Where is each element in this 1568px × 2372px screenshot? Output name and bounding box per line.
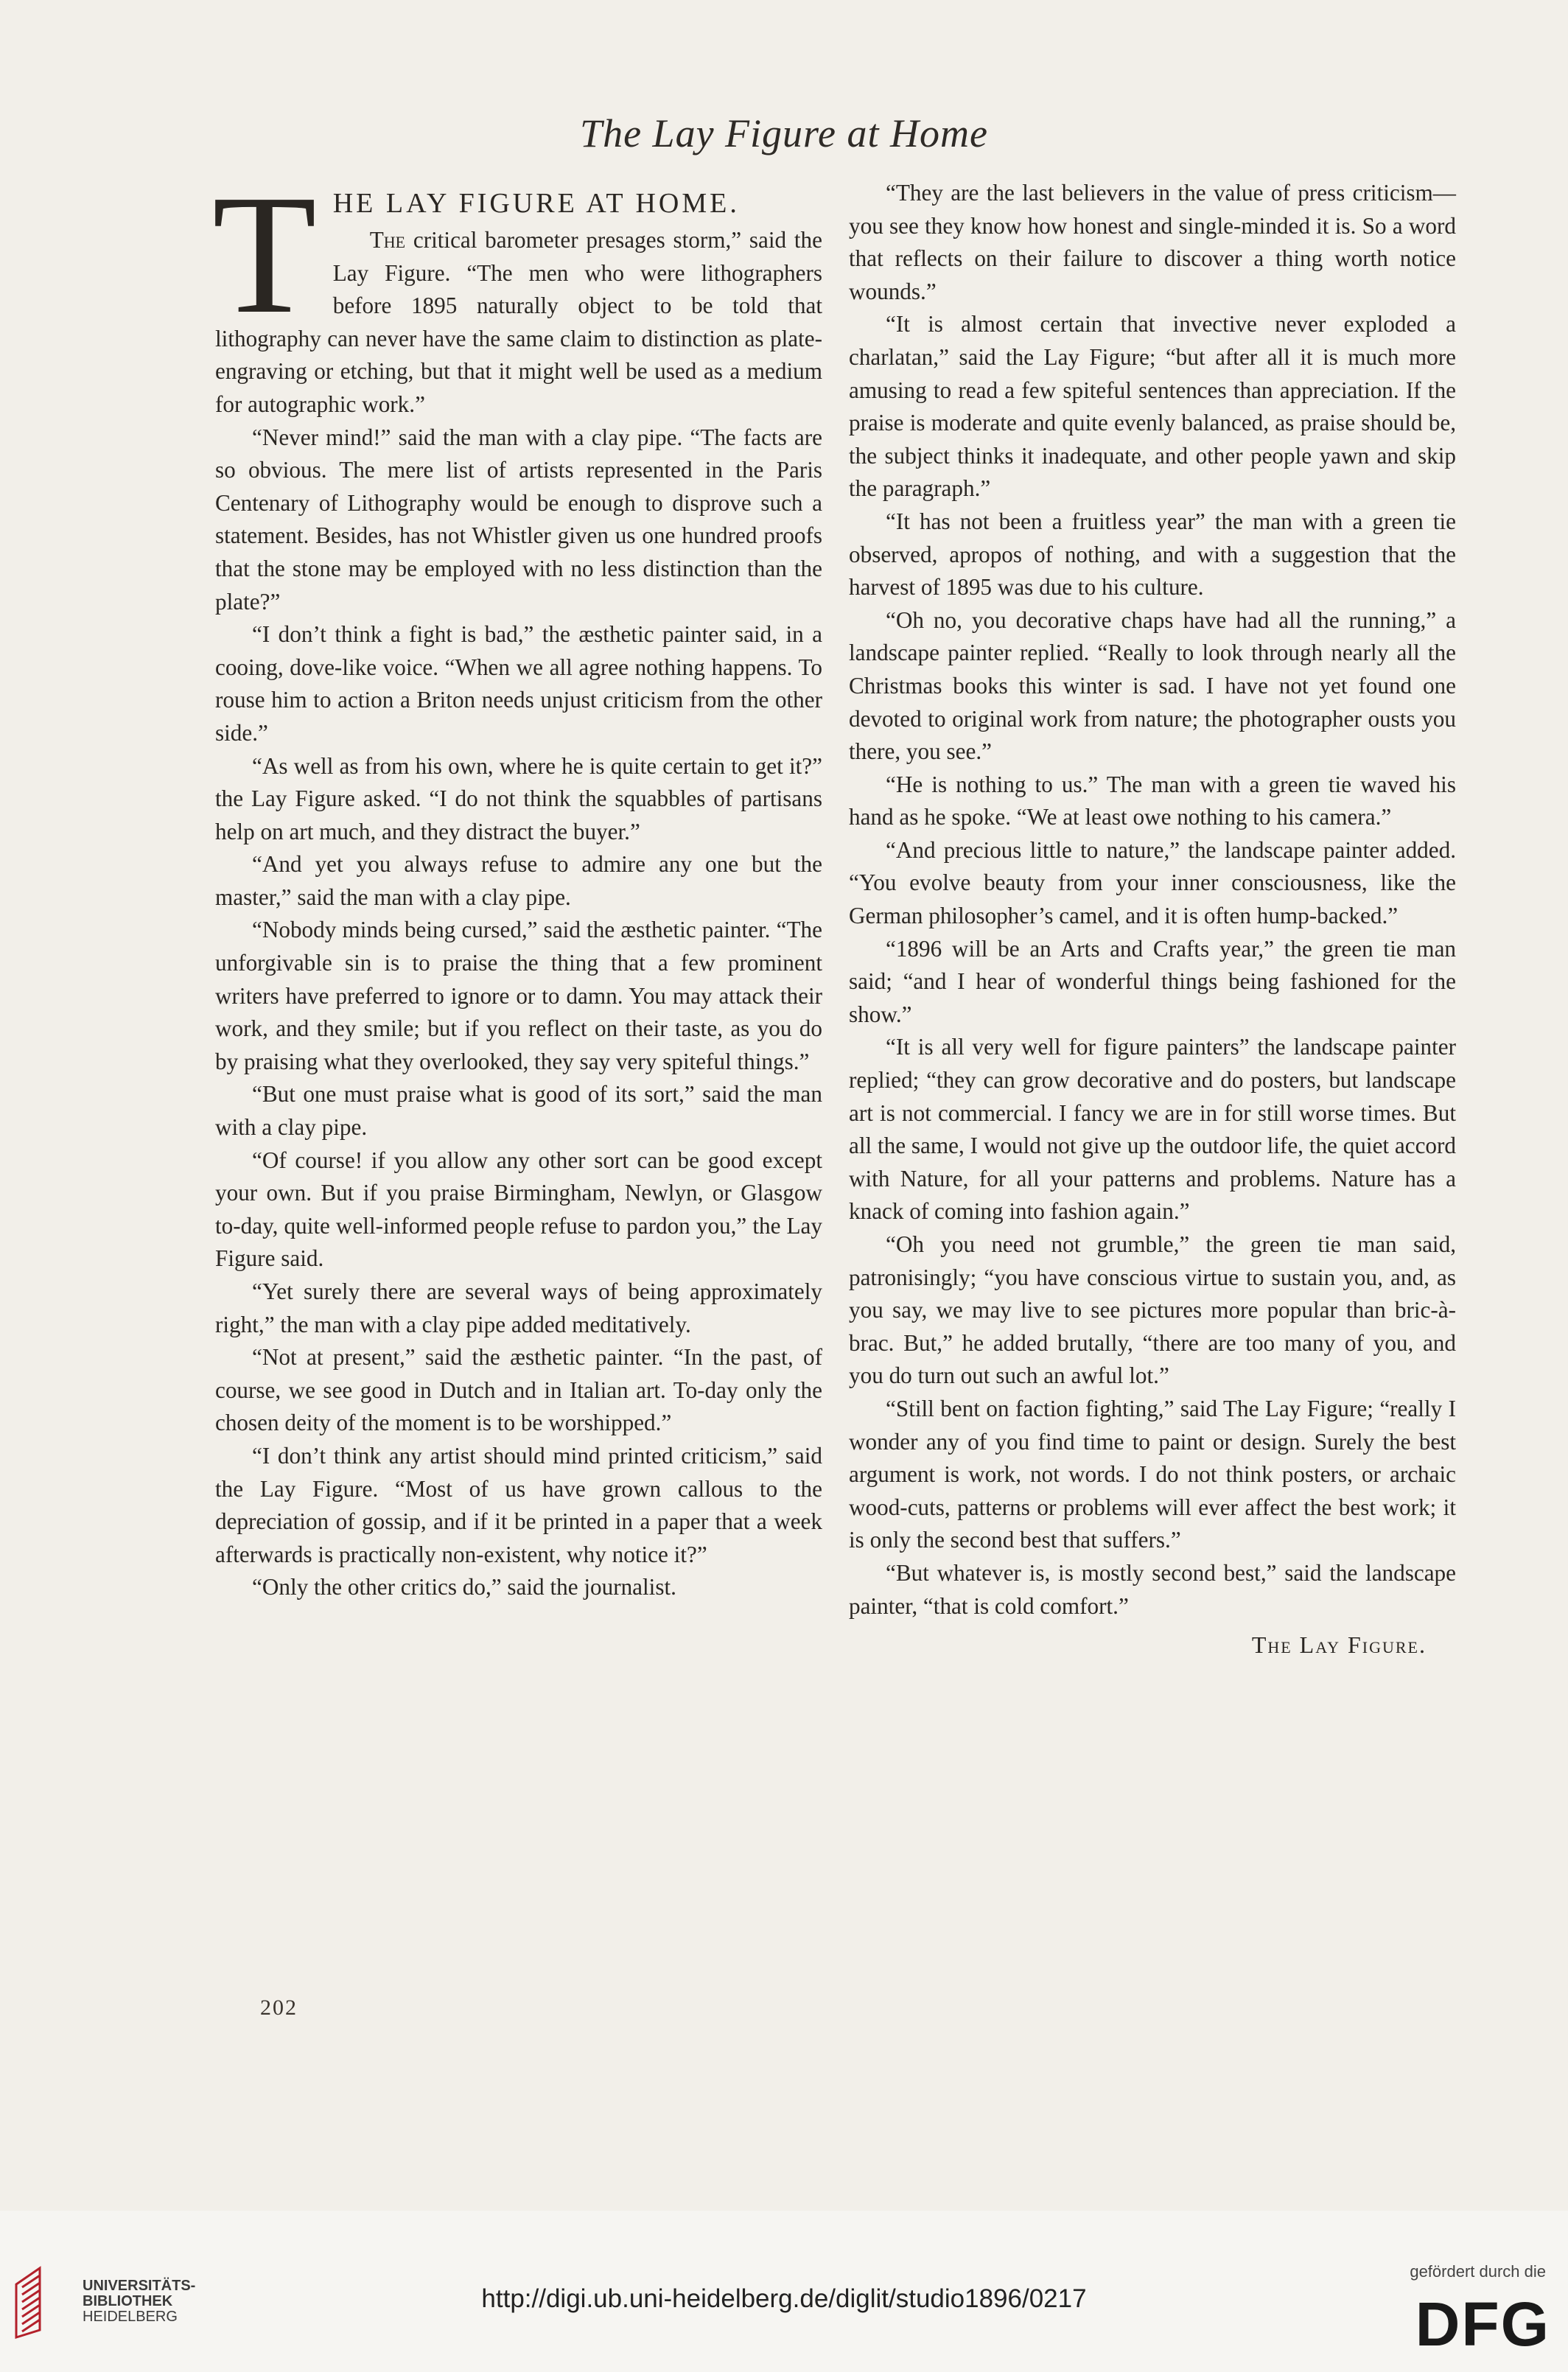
drop-cap: T [212,160,317,349]
first-paragraph-text: critical barometer presages storm,” said the Lay Figure. “The men who were lithographers before 1895 naturally object to be told that lithography can never have the same claim to distinction as plate-engraving or etching, but that it might well be used as a medium for autographic work.” [215,227,822,417]
signature: The Lay Figure. [1251,1631,1427,1659]
paragraph: “1896 will be an Arts and Crafts year,” the green tie man said; “and I hear of wonderful things being fashioned for the show.” [849,935,1456,1027]
paragraph: “It has not been a fruitless year” the man with a green tie observed, apropos of nothing, and with a suggestion that the harvest of 1895 was due to his culture. [849,508,1456,601]
paragraph: “But whatever is, is mostly second best,” said the landscape painter, “that is cold comfort.” [849,1559,1456,1619]
paragraph: “I don’t think a fight is bad,” the æsthetic painter said, in a cooing, dove-like voice. “When we all agree nothing happens. To rouse him to action a Briton needs unjust criticism from the other side.” [215,621,822,746]
paragraph: “But one must praise what is good of its sort,” said the man with a clay pipe. [215,1081,822,1141]
paragraph: “As well as from his own, where he is quite certain to get it?” the Lay Figure asked. “I do not think the squabbles of partisans help on art much, and they distract the buyer.” [215,752,822,844]
paragraph: “And precious little to nature,” the landscape painter added. “You evolve beauty from your inner consciousness, like the German philosopher’s camel, and it is often hump-backed.” [849,836,1456,929]
paragraph: “Yet surely there are several ways of being approximately right,” the man with a clay pipe added meditatively. [215,1278,822,1337]
paragraph: “Oh you need not grumble,” the green tie man said, patronisingly; “you have conscious virtue to sustain you, and, as you say, we may live to see pictures more popular than bric-à-brac. But,” he added brutally, “there are too many of you, and you do turn out such an awful lot.” [849,1231,1456,1389]
paragraph: “Of course! if you allow any other sort can be good except your own. But if you praise Birmingham, Newlyn, or Glasgow to-day, quite well-informed people refuse to pardon you,” the Lay Figure said. [215,1147,822,1272]
library-name-line2: BIBLIOTHEK [83,2293,173,2309]
paragraph: “It is all very well for figure painters” the landscape painter replied; “they can grow decorative and do posters, but landscape art is not commercial. I fancy we are in for still worse times. But all the same, I would not give up the outdoor life, the quiet accord with Nature, for all your patterns and problems. Nature has a knack of coming into fashion again.” [849,1034,1456,1225]
paragraph: “I don’t think any artist should mind printed criticism,” said the Lay Figure. “Most of us have grown callous to the depreciation of gossip, and if it be printed in a paper that a week afterwards is practically non-existent, why notice it?” [215,1442,822,1567]
paragraph: “Not at present,” said the æsthetic painter. “In the past, of course, we see good in Dutch and in Italian art. To-day only the chosen deity of the moment is to be worshipped.” [215,1344,822,1436]
paragraph: “Only the other critics do,” said the journalist. [252,1574,676,1600]
right-paragraphs [849,177,1456,1623]
running-head: The Lay Figure at Home [580,111,988,155]
left-paragraphs [215,421,822,1604]
paragraph: “He is nothing to us.” The man with a green tie waved his hand as he spoke. “We at least owe nothing to his camera.” [849,771,1456,830]
page-number: 202 [260,1995,298,2020]
library-name-line3: HEIDELBERG [83,2309,178,2325]
paragraph: “Oh no, you decorative chaps have had all the running,” a landscape painter replied. “Really to look through nearly all the Christmas books this winter is sad. I have not yet found one devoted to original work from nature; the photographer ousts you there, you see.” [849,606,1456,765]
sponsor-logo: DFG [1415,2289,1550,2359]
paragraph: “And yet you always refuse to admire any one but the master,” said the man with a clay pipe. [215,851,822,910]
library-name-line1: UNIVERSITÄTS- [83,2278,196,2294]
paragraph: “Never mind!” said the man with a clay pipe. “The facts are so obvious. The mere list of artists represented in the Paris Centenary of Lithography would be enough to disprove such a statement. Besides, has not Whistler given us one hundred proofs that the stone may be employed with no less distinction than the plate?” [215,424,822,615]
left-column [212,160,822,1604]
first-word: The [369,227,406,253]
sponsor-caption: gefördert durch die [1410,2262,1546,2281]
article-title: HE LAY FIGURE AT HOME. [332,188,740,219]
paragraph: “It is almost certain that invective never exploded a charlatan,” said the Lay Figure; “but after all it is much more amusing to read a few spiteful sentences than appreciation. If the praise is moderate and quite evenly balanced, as praise should be, the subject thinks it inadequate, and other people yawn and skip the paragraph.” [849,311,1456,502]
right-column [849,177,1456,1662]
permalink-url[interactable]: http://digi.ub.uni-heidelberg.de/diglit/studio1896/0217 [481,2284,1087,2313]
paragraph: “Nobody minds being cursed,” said the æsthetic painter. “The unforgivable sin is to praise the thing that a few prominent writers have preferred to ignore or to damn. You may attack their work, and they smile; but if you reflect on their taste, as you do by praising what they overlooked, they say very spiteful things.” [215,917,822,1074]
paragraph: “They are the last believers in the value of press criticism—you see they know how honest and single-minded it is. So a word that reflects on their failure to discover a thing worth notice wounds.” [849,180,1456,304]
article-opening [212,160,822,421]
paragraph: “Still bent on faction fighting,” said The Lay Figure; “really I wonder any of you find time to paint or design. Surely the best argument is work, not words. I do not think posters, or archaic wood-cuts, patterns or problems will ever affect the best work; it is only the second best that suffers.” [849,1395,1456,1553]
